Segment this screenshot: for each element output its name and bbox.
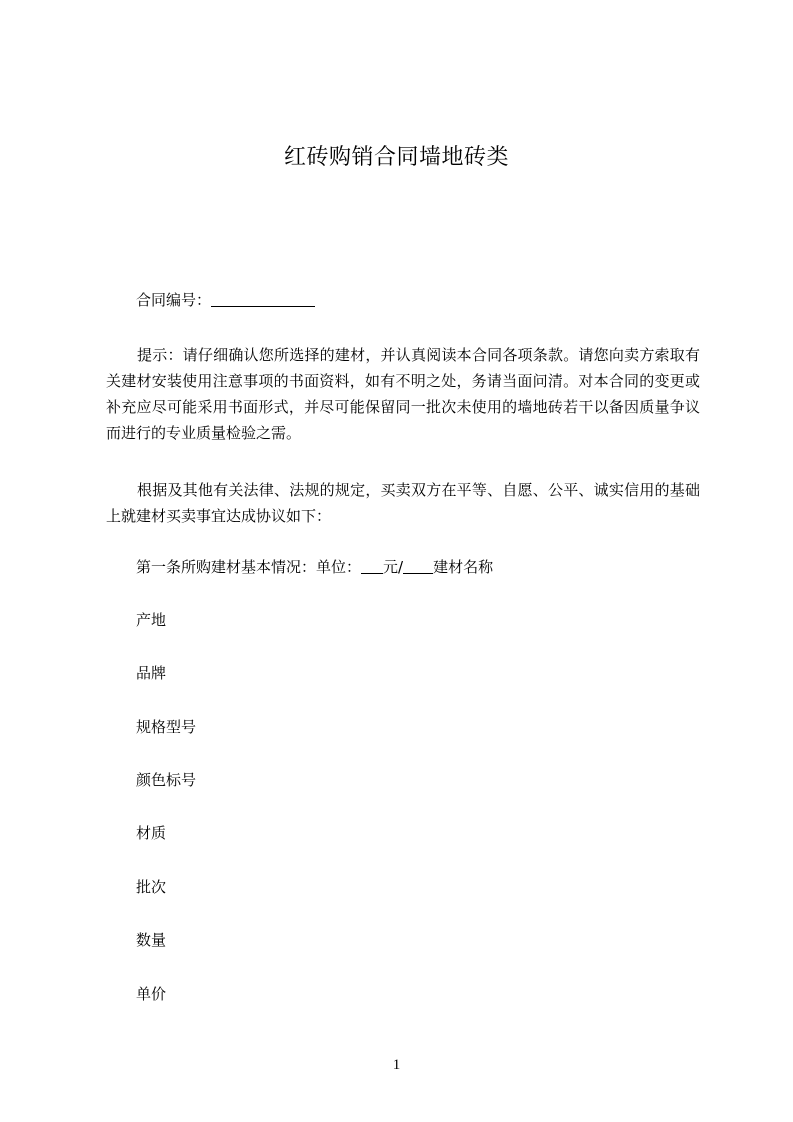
contract-number-label: 合同编号： (136, 291, 212, 309)
article-1-prefix: 第一条所购建材基本情况：单位： (136, 558, 362, 576)
unit-price-blank (361, 557, 383, 574)
unit-blank (403, 557, 433, 574)
article-1-line (136, 556, 493, 578)
field-model: 规格型号 (136, 718, 197, 736)
basis-paragraph: 根据及其他有关法律、法规的规定，买卖双方在平等、自愿、公平、诚实信用的基础上就建材买卖事宜达成协议如下： (106, 481, 700, 525)
page-number: 1 (392, 1057, 401, 1073)
notice-paragraph: 提示：请仔细确认您所选择的建材，并认真阅读本合同各项条款。请您向卖方索取有关建材安装使用注意事项的书面资料，如有不明之处，务请当面问清。对本合同的变更或补充应尽可能采用书面形式，并尽可能保留同一批次未使用的墙地砖若干以备因质量争议而进行的专业质量检验之需。 (106, 346, 700, 442)
contract-number-line (136, 289, 315, 311)
contract-number-blank (211, 290, 315, 307)
field-color-grade: 颜色标号 (136, 771, 197, 789)
field-origin: 产地 (136, 611, 167, 629)
field-brand: 品牌 (136, 664, 167, 682)
field-quantity: 数量 (136, 931, 167, 949)
document-title: 红砖购销合同墙地砖类 (283, 145, 509, 170)
article-1-unit: 元/ (383, 558, 404, 576)
field-material: 材质 (136, 824, 167, 842)
field-batch: 批次 (136, 878, 167, 896)
field-unit-price: 单价 (136, 985, 167, 1003)
article-1-suffix: 建材名称 (433, 558, 494, 576)
